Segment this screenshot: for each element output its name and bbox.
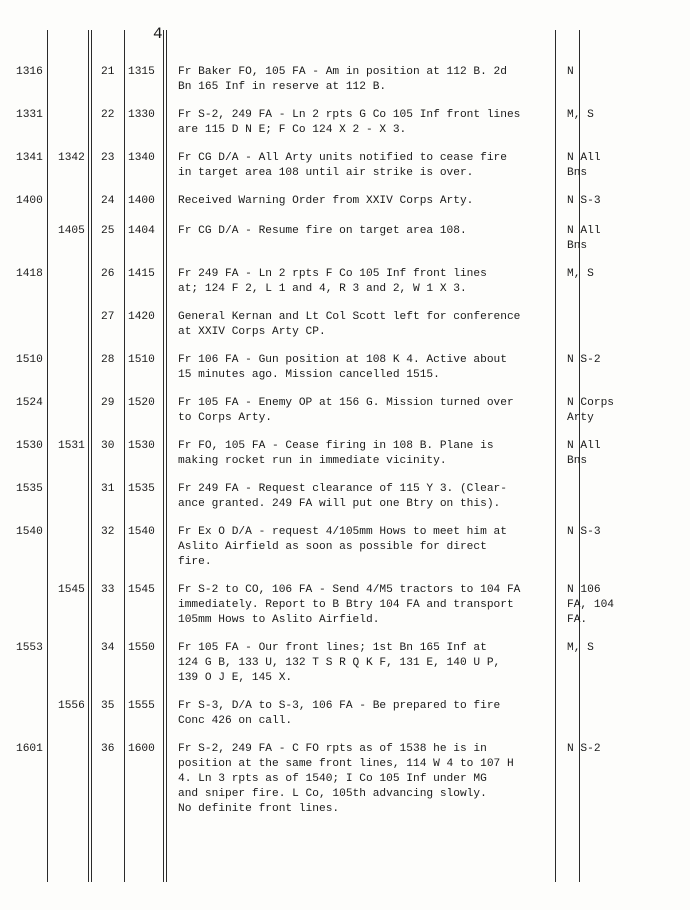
time-logged: 1531 <box>58 440 85 452</box>
message-text <box>178 151 550 181</box>
notified-line: Arty <box>567 412 594 424</box>
message-line: Fr S-2, 249 FA - C FO rpts as of 1538 he is in <box>178 743 487 755</box>
page-mark: 4 <box>153 25 163 43</box>
serial-number: 32 <box>101 526 115 538</box>
message-line: Fr CG D/A - All Arty units notified to cease fire <box>178 152 507 164</box>
notified-line: N 106 <box>567 584 601 596</box>
time-received: 1331 <box>16 109 43 121</box>
notified-line: N S-2 <box>567 743 601 755</box>
message-line: 139 O J E, 145 X. <box>178 672 293 684</box>
message-line: and sniper fire. L Co, 105th advancing slowly. <box>178 788 487 800</box>
serial-number: 28 <box>101 354 115 366</box>
message-line: fire. <box>178 556 212 568</box>
serial-number: 25 <box>101 225 115 237</box>
message-line: Fr S-3, D/A to S-3, 106 FA - Be prepared to fire <box>178 700 501 712</box>
serial-number: 22 <box>101 109 115 121</box>
message-text <box>178 396 550 426</box>
entry-time: 1520 <box>128 397 155 409</box>
message-line: Fr Baker FO, 105 FA - Am in position at 112 B. 2d <box>178 66 507 78</box>
notified-line: FA. <box>567 614 588 626</box>
column-rule <box>555 30 556 882</box>
notified-line: M, S <box>567 268 594 280</box>
message-line: at; 124 F 2, L 1 and 4, R 3 and 2, W 1 X 3. <box>178 283 467 295</box>
entry-time: 1315 <box>128 66 155 78</box>
notified-line: N Corps <box>567 397 614 409</box>
serial-number: 33 <box>101 584 115 596</box>
message-line: Fr S-2, 249 FA - Ln 2 rpts G Co 105 Inf front lines <box>178 109 521 121</box>
time-received: 1341 <box>16 152 43 164</box>
notified-parties <box>567 65 677 80</box>
message-text <box>178 65 550 95</box>
entry-time: 1540 <box>128 526 155 538</box>
time-received: 1400 <box>16 195 43 207</box>
entry-time: 1340 <box>128 152 155 164</box>
notified-parties <box>567 396 677 426</box>
serial-number: 35 <box>101 700 115 712</box>
entry-time: 1550 <box>128 642 155 654</box>
entry-time: 1415 <box>128 268 155 280</box>
entry-time: 1600 <box>128 743 155 755</box>
time-logged: 1545 <box>58 584 85 596</box>
time-received: 1510 <box>16 354 43 366</box>
serial-number: 24 <box>101 195 115 207</box>
notified-parties <box>567 742 677 757</box>
message-text <box>178 583 550 628</box>
message-line: Aslito Airfield as soon as possible for direct <box>178 541 487 553</box>
notified-parties <box>567 194 677 209</box>
message-line: Fr FO, 105 FA - Cease firing in 108 B. Plane is <box>178 440 494 452</box>
time-received: 1601 <box>16 743 43 755</box>
time-logged: 1556 <box>58 700 85 712</box>
serial-number: 36 <box>101 743 115 755</box>
message-line: 4. Ln 3 rpts as of 1540; I Co 105 Inf under MG <box>178 773 487 785</box>
message-line: immediately. Report to B Btry 104 FA and transport <box>178 599 514 611</box>
serial-number: 26 <box>101 268 115 280</box>
message-line: ance granted. 249 FA will put one Btry on this). <box>178 498 501 510</box>
notified-parties <box>567 641 677 656</box>
notified-parties <box>567 353 677 368</box>
notified-line: N S-3 <box>567 526 601 538</box>
message-line: Bn 165 Inf in reserve at 112 B. <box>178 81 387 93</box>
notified-line: N <box>567 66 574 78</box>
message-line: Fr 249 FA - Request clearance of 115 Y 3. (Clear- <box>178 483 507 495</box>
message-line: Fr S-2 to CO, 106 FA - Send 4/M5 tractors to 104 FA <box>178 584 521 596</box>
serial-number: 21 <box>101 66 115 78</box>
message-line: Fr 249 FA - Ln 2 rpts F Co 105 Inf front lines <box>178 268 487 280</box>
message-line: in target area 108 until air strike is over. <box>178 167 474 179</box>
serial-number: 30 <box>101 440 115 452</box>
message-line: 124 G B, 133 U, 132 T S R Q K F, 131 E, 140 U P, <box>178 657 501 669</box>
notified-parties <box>567 151 677 181</box>
message-line: Fr 105 FA - Enemy OP at 156 G. Mission turned over <box>178 397 514 409</box>
serial-number: 34 <box>101 642 115 654</box>
time-received: 1418 <box>16 268 43 280</box>
serial-number: 23 <box>101 152 115 164</box>
notified-parties <box>567 108 677 123</box>
notified-line: M, S <box>567 642 594 654</box>
message-line: Conc 426 on call. <box>178 715 293 727</box>
column-rule <box>91 30 92 882</box>
message-text <box>178 742 550 817</box>
time-received: 1540 <box>16 526 43 538</box>
notified-line: Bns <box>567 240 588 252</box>
notified-line: N S-2 <box>567 354 601 366</box>
message-text <box>178 194 550 209</box>
message-line: at XXIV Corps Arty CP. <box>178 326 326 338</box>
column-rule <box>47 30 48 882</box>
time-received: 1553 <box>16 642 43 654</box>
message-text <box>178 482 550 512</box>
message-line: position at the same front lines, 114 W 4 to 107 H <box>178 758 514 770</box>
entry-time: 1530 <box>128 440 155 452</box>
message-text <box>178 108 550 138</box>
serial-number: 29 <box>101 397 115 409</box>
message-line: No definite front lines. <box>178 803 340 815</box>
time-received: 1316 <box>16 66 43 78</box>
message-line: are 115 D N E; F Co 124 X 2 - X 3. <box>178 124 407 136</box>
time-logged: 1405 <box>58 225 85 237</box>
entry-time: 1510 <box>128 354 155 366</box>
message-line: making rocket run in immediate vicinity. <box>178 455 447 467</box>
column-rule <box>163 30 164 882</box>
notified-line: N All <box>567 225 601 237</box>
entry-time: 1420 <box>128 311 155 323</box>
time-logged: 1342 <box>58 152 85 164</box>
notified-parties <box>567 439 677 469</box>
notified-line: N S-3 <box>567 195 601 207</box>
message-text <box>178 310 550 340</box>
message-text <box>178 641 550 686</box>
message-line: Fr Ex O D/A - request 4/105mm Hows to meet him at <box>178 526 507 538</box>
entry-time: 1330 <box>128 109 155 121</box>
time-received: 1524 <box>16 397 43 409</box>
message-line: 105mm Hows to Aslito Airfield. <box>178 614 380 626</box>
serial-number: 27 <box>101 311 115 323</box>
message-text <box>178 353 550 383</box>
entry-time: 1545 <box>128 584 155 596</box>
entry-time: 1404 <box>128 225 155 237</box>
notified-parties <box>567 583 677 628</box>
message-line: to Corps Arty. <box>178 412 272 424</box>
notified-line: FA, 104 <box>567 599 614 611</box>
message-text <box>178 267 550 297</box>
entry-time: 1400 <box>128 195 155 207</box>
message-line: Fr 106 FA - Gun position at 108 K 4. Active about <box>178 354 507 366</box>
message-line: Received Warning Order from XXIV Corps Arty. <box>178 195 474 207</box>
notified-line: Bns <box>567 167 588 179</box>
notified-parties <box>567 267 677 282</box>
message-line: 15 minutes ago. Mission cancelled 1515. <box>178 369 440 381</box>
notified-line: M, S <box>567 109 594 121</box>
time-received: 1535 <box>16 483 43 495</box>
message-text <box>178 224 550 239</box>
entry-time: 1535 <box>128 483 155 495</box>
column-rule <box>88 30 89 882</box>
notified-line: Bns <box>567 455 588 467</box>
message-text <box>178 699 550 729</box>
message-line: Fr 105 FA - Our front lines; 1st Bn 165 Inf at <box>178 642 487 654</box>
notified-parties <box>567 525 677 540</box>
column-rule <box>166 30 167 882</box>
message-line: General Kernan and Lt Col Scott left for conference <box>178 311 521 323</box>
column-rule <box>124 30 125 882</box>
message-text <box>178 525 550 570</box>
notified-parties <box>567 224 677 254</box>
serial-number: 31 <box>101 483 115 495</box>
notified-line: N All <box>567 152 601 164</box>
time-received: 1530 <box>16 440 43 452</box>
entry-time: 1555 <box>128 700 155 712</box>
message-text <box>178 439 550 469</box>
notified-line: N All <box>567 440 601 452</box>
message-line: Fr CG D/A - Resume fire on target area 108. <box>178 225 467 237</box>
